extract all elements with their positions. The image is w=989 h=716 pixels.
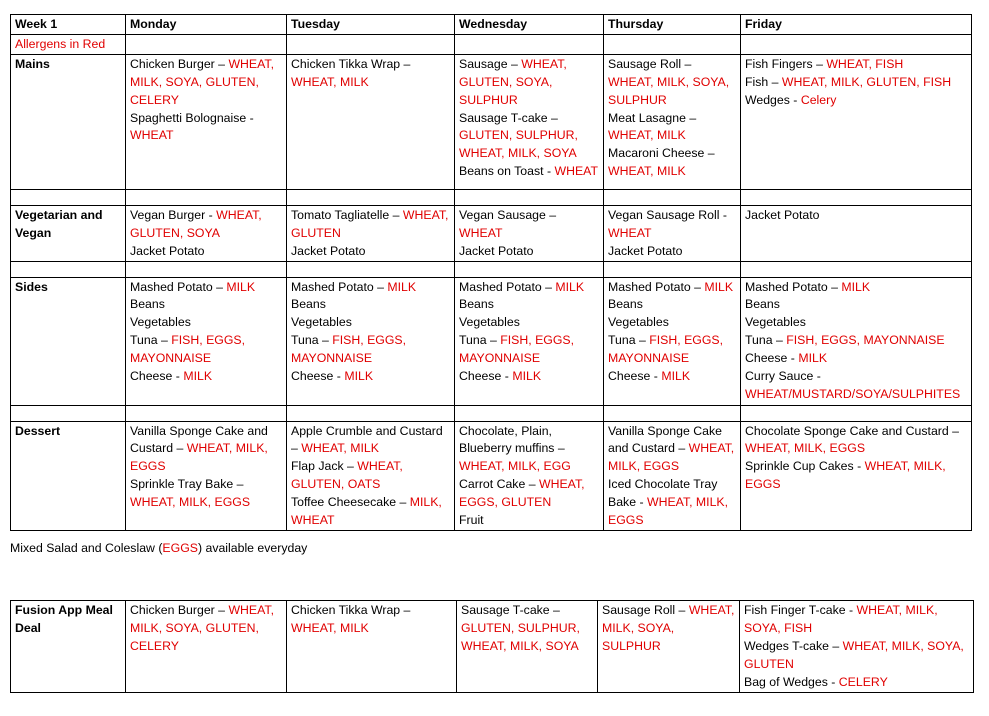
allergen-text: MILK [661, 369, 691, 384]
menu-item [608, 476, 736, 530]
menu-cell [741, 54, 972, 189]
dish-text: Mashed Potato – [291, 279, 388, 294]
allergen-text: WHEAT [130, 128, 174, 143]
menu-cell [455, 421, 604, 530]
dish-text: Beans [291, 297, 326, 312]
dish-text: Mashed Potato – [130, 279, 227, 294]
dish-text: Tuna – [130, 333, 172, 348]
dish-text: Sausage Roll – [608, 56, 692, 71]
allergen-text: CELERY [838, 674, 888, 689]
allergen-text: WHEAT, MILK, EGGS [130, 441, 268, 474]
dish-text: Mashed Potato – [608, 279, 705, 294]
allergen-text: WHEAT, MILK [291, 620, 369, 635]
menu-item [745, 350, 967, 368]
menu-item [745, 74, 967, 92]
allergen-text: FISH, EGGS, MAYONNAISE [130, 333, 246, 366]
menu-item [459, 423, 599, 477]
menu-item [459, 279, 599, 297]
day-thursday: Thursday [604, 15, 741, 35]
menu-item [291, 314, 450, 332]
dish-text: Iced Chocolate Tray Bake - [608, 477, 718, 510]
menu-item [461, 602, 593, 656]
dish-text: Chocolate Sponge Cake and Custard – [745, 423, 959, 438]
dish-text: Cheese - [130, 369, 184, 384]
menu-item [459, 368, 599, 386]
spacer-row [11, 189, 972, 205]
menu-cell [455, 277, 604, 405]
dish-text: Sausage – [459, 56, 522, 71]
allergen-text: WHEAT, MILK, EGGS [745, 441, 866, 456]
meal-deal-table [10, 600, 974, 693]
menu-item [745, 207, 967, 225]
menu-item [291, 296, 450, 314]
header-row [11, 15, 972, 35]
dish-text: Meat Lasagne – [608, 110, 697, 125]
allergen-text: WHEAT, MILK [608, 128, 686, 143]
menu-cell [741, 205, 972, 261]
allergen-text: WHEAT, GLUTEN, SOYA, SULPHUR [459, 56, 567, 107]
menu-item [291, 423, 450, 459]
menu-item [608, 145, 736, 181]
salad-footnote [10, 540, 307, 557]
menu-item [744, 638, 969, 674]
menu-item [130, 476, 282, 512]
menu-item [745, 56, 967, 74]
meal-deal-cell [457, 601, 598, 693]
allergen-text: MILK [344, 369, 374, 384]
menu-cell [604, 277, 741, 405]
dish-text: Sprinkle Cup Cakes - [745, 459, 865, 474]
allergen-text: MILK [226, 279, 256, 294]
dish-text: Fish – [745, 74, 782, 89]
menu-item [291, 494, 450, 530]
dish-text: Apple Crumble and Custard – [291, 423, 443, 456]
menu-item [291, 458, 450, 494]
dish-text: Mashed Potato – [745, 279, 842, 294]
allergen-text: FISH, EGGS, MAYONNAISE [608, 333, 724, 366]
dish-text: Jacket Potato [459, 243, 534, 258]
spacer-row [11, 261, 972, 277]
menu-body [11, 15, 972, 531]
dish-text: Beans [745, 297, 780, 312]
menu-item [459, 163, 599, 181]
meal-deal-cell [598, 601, 740, 693]
allergen-text: WHEAT, GLUTEN, OATS [291, 459, 403, 492]
dish-text: Vegetables [745, 315, 806, 330]
allergen-text: WHEAT [608, 225, 652, 240]
allergen-text: WHEAT/MUSTARD/SOYA/SULPHITES [745, 386, 961, 401]
allergen-text: FISH, EGGS, MAYONNAISE [291, 333, 407, 366]
dish-text: Mashed Potato – [459, 279, 556, 294]
allergen-text: WHEAT, MILK, SOYA, GLUTEN, CELERY [130, 56, 274, 107]
allergen-text: WHEAT [554, 164, 598, 179]
allergen-text: WHEAT, MILK, SOYA, GLUTEN [744, 638, 964, 671]
menu-item [608, 56, 736, 110]
menu-item [745, 458, 967, 494]
meal-deal-body [11, 601, 974, 693]
menu-item [459, 512, 599, 530]
menu-item [291, 243, 450, 261]
day-monday: Monday [126, 15, 287, 35]
menu-item [130, 110, 282, 146]
dish-text: Chicken Tikka Wrap – [291, 56, 411, 71]
allergen-text: MILK [704, 279, 734, 294]
dish-text: Cheese - [459, 369, 513, 384]
dish-text: Chicken Burger – [130, 56, 229, 71]
allergens-note-row [11, 34, 972, 54]
dish-text: Jacket Potato [291, 243, 366, 258]
menu-item [130, 296, 282, 314]
dish-text: Tuna – [459, 333, 501, 348]
menu-item [608, 243, 736, 261]
dish-text: Spaghetti Bolognaise - [130, 110, 254, 125]
menu-cell [126, 205, 287, 261]
dish-text: Tomato Tagliatelle – [291, 207, 403, 222]
dish-text: Vegetables [130, 315, 191, 330]
allergen-text: WHEAT, MILK, EGGS [130, 495, 251, 510]
meal-deal-row [11, 601, 974, 693]
allergen-text: WHEAT, GLUTEN [291, 207, 449, 240]
meal-deal-cell [126, 601, 287, 693]
menu-item [291, 279, 450, 297]
menu-item [130, 56, 282, 110]
menu-item [130, 332, 282, 368]
menu-item [291, 602, 452, 638]
menu-item [745, 92, 967, 110]
menu-row-sides [11, 277, 972, 405]
menu-cell [604, 54, 741, 189]
menu-item [130, 602, 282, 656]
meal-deal-cell [740, 601, 974, 693]
dish-text: Fish Finger T-cake - [744, 603, 857, 617]
menu-item [608, 296, 736, 314]
menu-item [608, 207, 736, 243]
menu-cell [126, 277, 287, 405]
allergen-text: MILK [512, 369, 542, 384]
menu-item [745, 314, 967, 332]
menu-item [291, 56, 450, 92]
allergen-text: Celery [800, 92, 837, 107]
allergen-text: WHEAT, MILK, SOYA, GLUTEN, CELERY [130, 603, 274, 653]
allergen-text: WHEAT, MILK, SOYA, SULPHUR [602, 603, 735, 653]
meal-deal-cell [287, 601, 457, 693]
allergen-text: WHEAT, MILK [608, 164, 686, 179]
menu-row-vegetarian-and-vegan [11, 205, 972, 261]
menu-item [459, 476, 599, 512]
allergen-text: WHEAT [459, 225, 503, 240]
menu-item [291, 207, 450, 243]
allergen-text: WHEAT, MILK, SOYA, SULPHUR [608, 74, 730, 107]
allergen-text: WHEAT, FISH [826, 56, 904, 71]
menu-item [459, 314, 599, 332]
menu-item [745, 279, 967, 297]
dish-text: Jacket Potato [130, 243, 205, 258]
menu-item [608, 110, 736, 146]
footnote-allergen: EGGS [162, 541, 198, 555]
row-label: Dessert [11, 421, 126, 530]
day-tuesday: Tuesday [287, 15, 455, 35]
allergen-text: WHEAT, MILK, EGGS [608, 441, 735, 474]
menu-item [459, 332, 599, 368]
menu-item [130, 243, 282, 261]
menu-cell [287, 421, 455, 530]
menu-row-dessert [11, 421, 972, 530]
allergen-text: WHEAT, MILK, GLUTEN, FISH [781, 74, 952, 89]
dish-text: Vegetables [459, 315, 520, 330]
dish-text: Bag of Wedges - [744, 674, 839, 689]
menu-cell [604, 421, 741, 530]
dish-text: Cheese - [745, 351, 799, 366]
menu-item [130, 368, 282, 386]
dish-text: Chicken Burger – [130, 603, 229, 617]
menu-cell [455, 205, 604, 261]
row-label: Vegetarian and Vegan [11, 205, 126, 261]
dish-text: Sausage T-cake – [459, 110, 558, 125]
row-label: Sides [11, 277, 126, 405]
allergen-text: FISH, EGGS, MAYONNAISE [459, 333, 575, 366]
week-label: Week 1 [11, 15, 126, 35]
allergen-text: MILK [183, 369, 213, 384]
dish-text: Tuna – [291, 333, 333, 348]
dish-text: Curry Sauce - [745, 369, 821, 384]
dish-text: Macaroni Cheese – [608, 146, 715, 161]
menu-item [608, 279, 736, 297]
menu-item [130, 314, 282, 332]
footnote-before: Mixed Salad and Coleslaw ( [10, 541, 163, 555]
day-friday: Friday [741, 15, 972, 35]
menu-item [291, 368, 450, 386]
menu-cell [741, 421, 972, 530]
allergen-text: GLUTEN, SULPHUR, WHEAT, MILK, SOYA [459, 128, 578, 161]
menu-item [608, 314, 736, 332]
menu-cell [604, 205, 741, 261]
dish-text: Cheese - [608, 369, 662, 384]
menu-row-mains [11, 54, 972, 189]
dish-text: Vegan Sausage Roll - [608, 207, 727, 222]
menu-cell [126, 54, 287, 189]
dish-text: Vegan Sausage – [459, 207, 557, 222]
spacer-row [11, 405, 972, 421]
menu-item [130, 207, 282, 243]
dish-text: Sausage Roll – [602, 603, 689, 617]
allergen-text: WHEAT, MILK, EGG [459, 459, 571, 474]
allergen-text: MILK [798, 351, 828, 366]
menu-item [459, 56, 599, 110]
dish-text: Vanilla Sponge Cake and Custard – [608, 423, 722, 456]
menu-item [744, 602, 969, 638]
menu-item [459, 207, 599, 243]
dish-text: Jacket Potato [745, 207, 820, 222]
allergen-text: FISH, EGGS, MAYONNAISE [786, 333, 945, 348]
dish-text: Vegan Burger - [130, 207, 217, 222]
allergen-text: WHEAT, MILK, EGGS [745, 459, 946, 492]
dish-text: Fruit [459, 513, 484, 528]
dish-text: Vegetables [608, 315, 669, 330]
allergen-text: WHEAT, MILK, SOYA, FISH [744, 603, 938, 635]
weekly-menu-table [10, 14, 972, 531]
menu-item [608, 368, 736, 386]
menu-cell [741, 277, 972, 405]
menu-cell [455, 54, 604, 189]
menu-cell [287, 205, 455, 261]
menu-item [602, 602, 735, 656]
allergen-text: WHEAT, GLUTEN, SOYA [130, 207, 262, 240]
allergen-text: MILK [555, 279, 585, 294]
meal-deal-label: Fusion App Meal Deal [11, 601, 126, 693]
dish-text: Flap Jack – [291, 459, 358, 474]
menu-item [608, 332, 736, 368]
menu-item [745, 423, 967, 459]
dish-text: Toffee Cheesecake – [291, 495, 410, 510]
allergen-text: MILK, WHEAT [291, 495, 442, 528]
dish-text: Tuna – [608, 333, 650, 348]
allergen-text: WHEAT, EGGS, GLUTEN [459, 477, 585, 510]
menu-item [291, 332, 450, 368]
allergen-text: MILK [841, 279, 871, 294]
menu-item [745, 332, 967, 350]
dish-text: Beans [130, 297, 165, 312]
dish-text: Beans on Toast - [459, 164, 555, 179]
menu-item [608, 423, 736, 477]
menu-item [744, 674, 969, 692]
dish-text: Sprinkle Tray Bake – [130, 477, 244, 492]
menu-item [130, 423, 282, 477]
footnote-after: ) available everyday [197, 541, 308, 555]
dish-text: Chocolate, Plain, Blueberry muffins – [459, 423, 565, 456]
menu-item [459, 296, 599, 314]
dish-text: Vanilla Sponge Cake and Custard – [130, 423, 268, 456]
allergen-text: WHEAT, MILK [301, 441, 379, 456]
allergen-text: GLUTEN, SULPHUR, WHEAT, MILK, SOYA [461, 620, 580, 653]
allergen-text: WHEAT, MILK, EGGS [608, 495, 729, 528]
dish-text: Cheese - [291, 369, 345, 384]
allergen-text: MILK [387, 279, 417, 294]
dish-text: Wedges - [745, 92, 801, 107]
row-label: Mains [11, 54, 126, 189]
menu-item [459, 243, 599, 261]
menu-cell [126, 421, 287, 530]
menu-item [745, 296, 967, 314]
dish-text: Jacket Potato [608, 243, 683, 258]
dish-text: Vegetables [291, 315, 352, 330]
dish-text: Carrot Cake – [459, 477, 539, 492]
day-wednesday: Wednesday [455, 15, 604, 35]
menu-item [745, 368, 967, 404]
allergen-text: WHEAT, MILK [291, 74, 369, 89]
menu-cell [287, 54, 455, 189]
dish-text: Beans [608, 297, 643, 312]
dish-text: Fish Fingers – [745, 56, 827, 71]
dish-text: Beans [459, 297, 494, 312]
dish-text: Wedges T-cake – [744, 638, 843, 653]
dish-text: Chicken Tikka Wrap – [291, 603, 411, 617]
menu-item [459, 110, 599, 164]
menu-item [130, 279, 282, 297]
dish-text: Tuna – [745, 333, 787, 348]
dish-text: Sausage T-cake – [461, 603, 560, 617]
allergens-note: Allergens in Red [11, 34, 126, 54]
menu-cell [287, 277, 455, 405]
